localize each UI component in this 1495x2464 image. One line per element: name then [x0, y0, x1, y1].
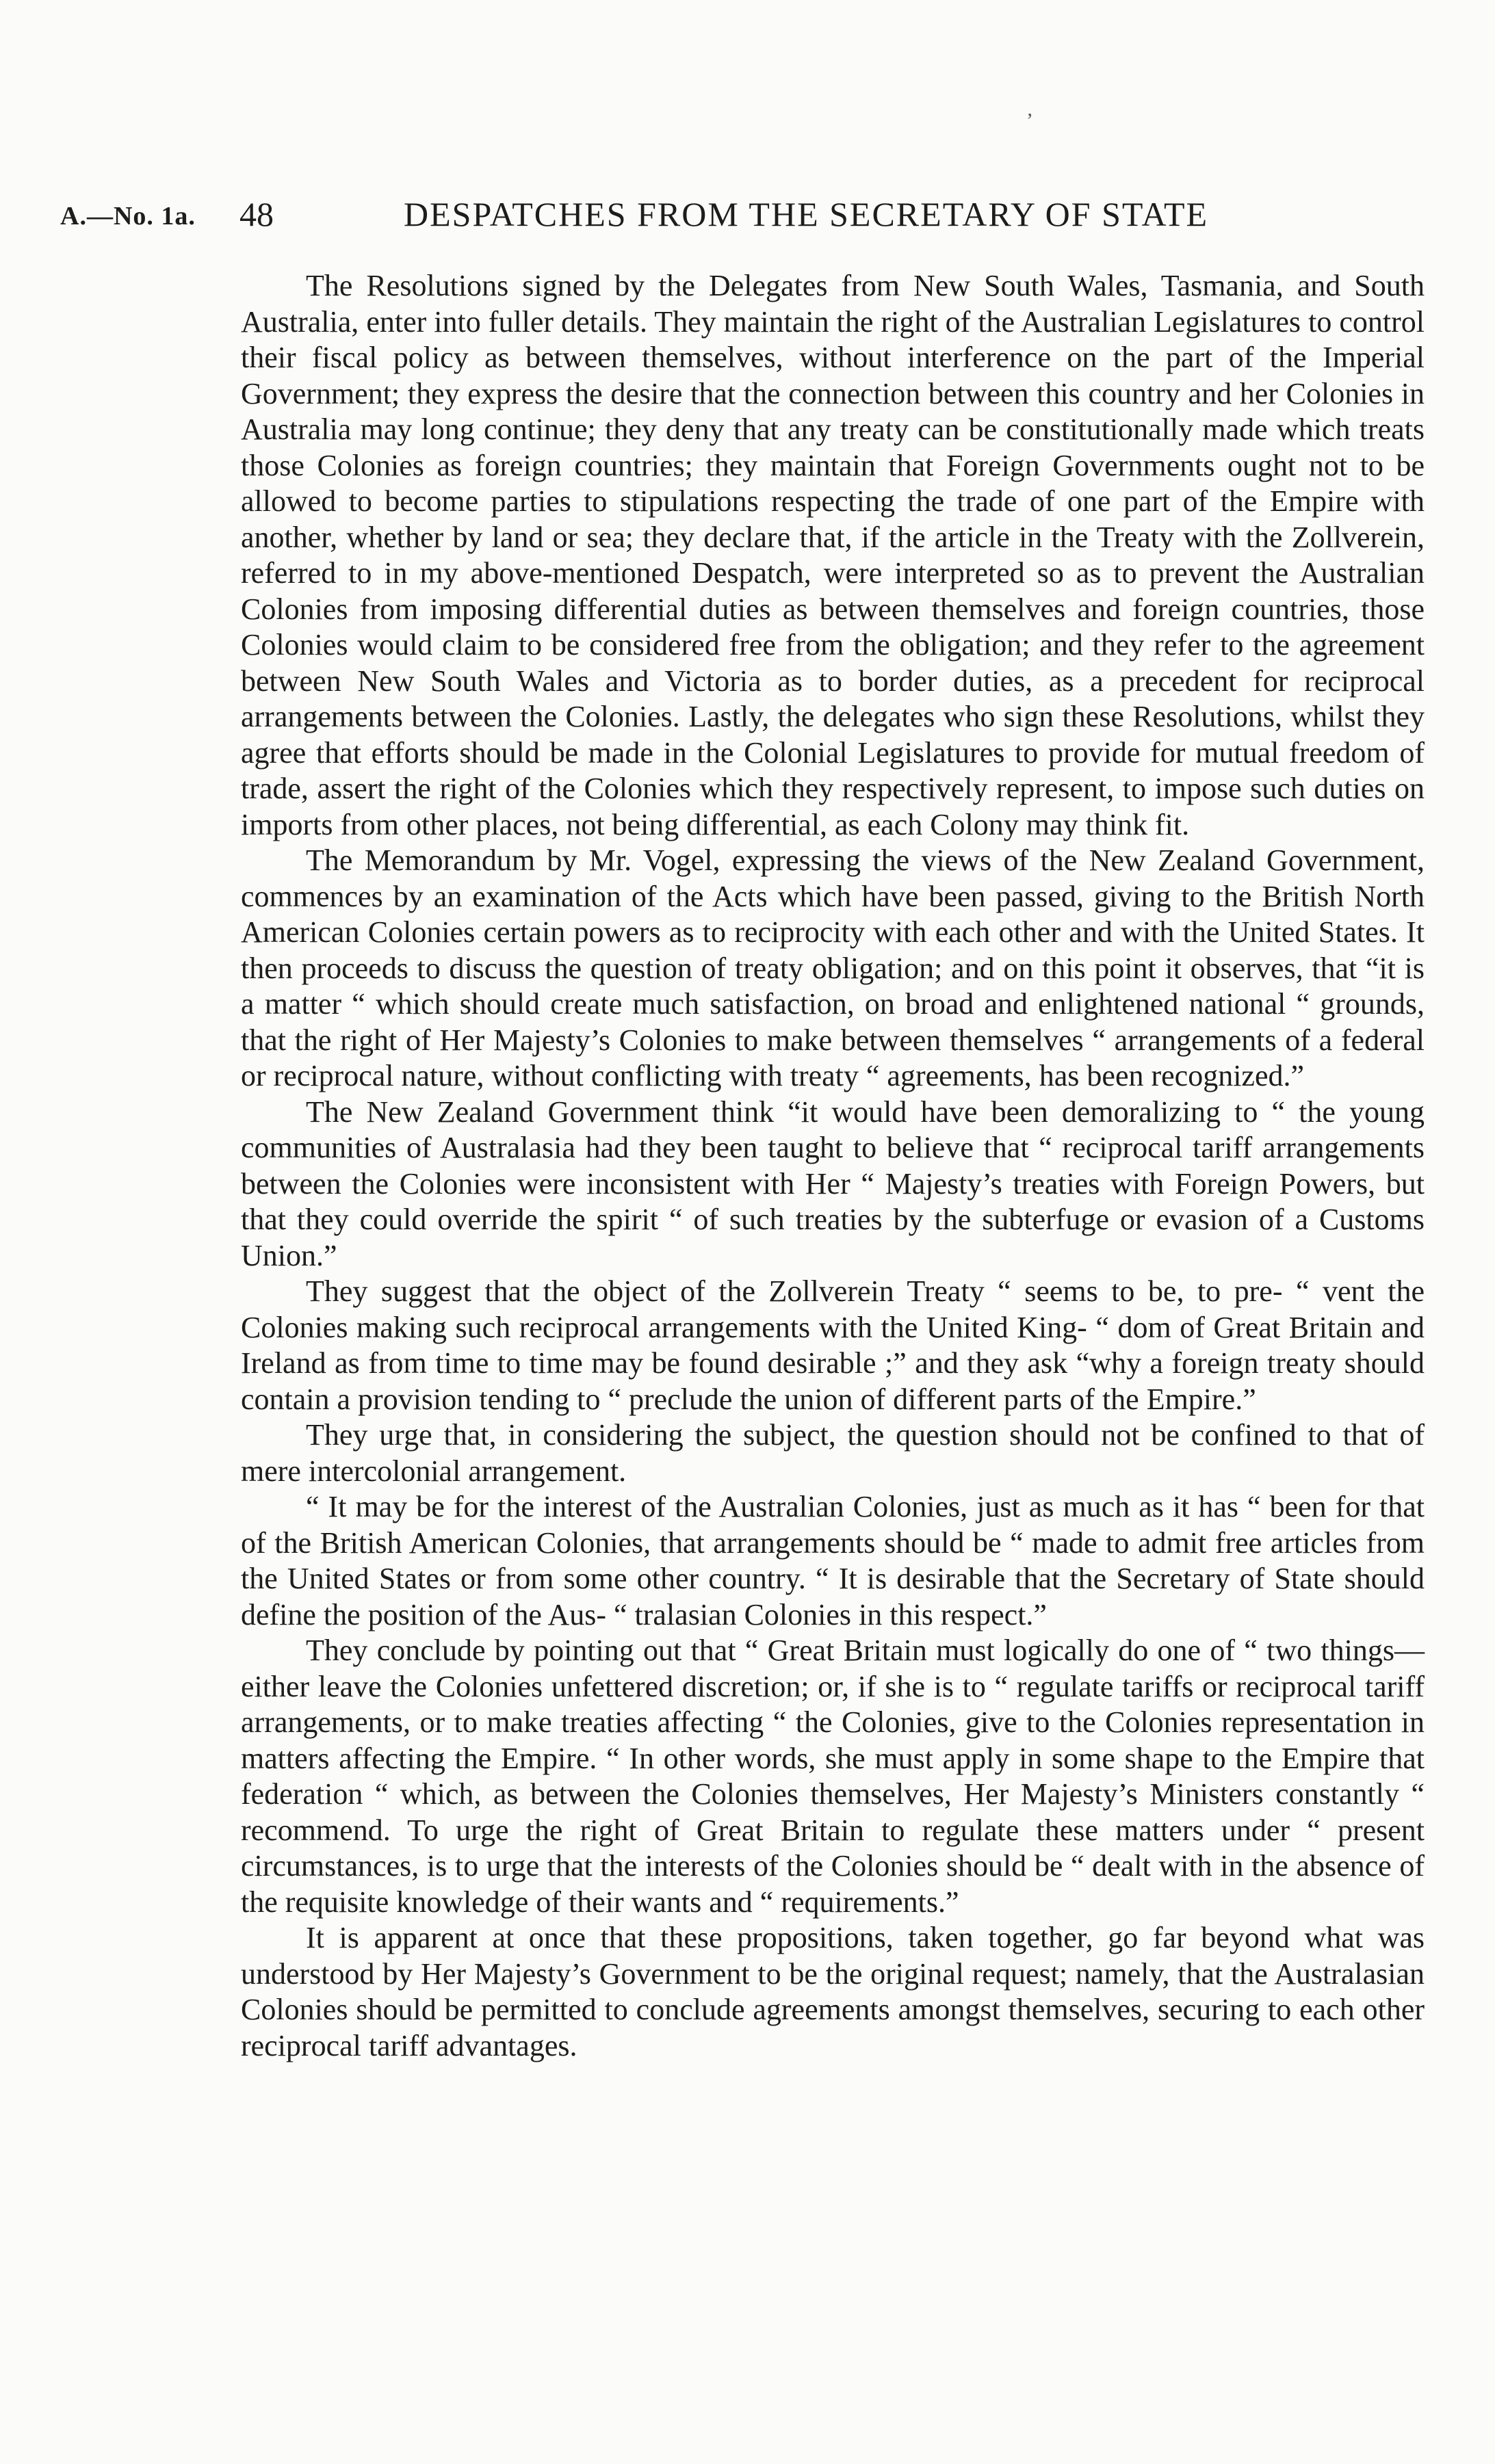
body-text	[241, 268, 1425, 2064]
running-title: DESPATCHES FROM THE SECRETARY OF STATE	[404, 195, 1209, 233]
paragraph-nz-government-think: The New Zealand Government think “it would have been demoralizing to “ the young communities of Australasia had they been taught to believe that “ reciprocal tariff arrangements between the Colonies were inconsistent with Her “ Majesty’s treaties with Foreign Powers, but that they could override the spirit “ of such treaties by the subterfuge or evasion of a Customs Union.”	[241, 1095, 1425, 1272]
paragraph-quoted-interest: “ It may be for the interest of the Australian Colonies, just as much as it has “ been for that of the British American Colonies, that arrangements should be “ made to admit free articles from the United States or from some other country. “ It is desirable that the Secretary of State should define the position of the Aus- “ tralasian Colonies in this respect.”	[241, 1490, 1425, 1631]
paragraph-conclude: They conclude by pointing out that “ Great Britain must logically do one of “ two things—either leave the Colonies unfettered discretion; or, if she is to “ regulate tariffs or reciprocal tariff arrangements, or to make treaties affecting “ the Colonies, give to the Colonies representation in matters affecting the Empire. “ In other words, she must apply in some shape to the Empire that federation “ which, as between the Colonies themselves, Her Majesty’s Ministers constantly “ recommend. To urge the right of Great Britain to regulate these matters under “ present circumstances, is to urge that the interests of the Colonies should be “ dealt with in the absence of the requisite knowledge of their wants and “ requirements.”	[241, 1634, 1425, 1919]
stray-print-mark: ʼ	[1026, 109, 1033, 132]
series-reference: A.—No. 1a.	[60, 202, 196, 231]
paragraph-apparent: It is apparent at once that these propositions, taken together, go far beyond what was understood by Her Majesty’s Government to be the original request; namely, that the Australasian Colonies should be permitted to conclude agreements amongst themselves, securing to each other reciprocal tariff advantages.	[241, 1921, 1425, 2062]
paragraph-zollverein-treaty: They suggest that the object of the Zollverein Treaty “ seems to be, to pre- “ vent the Colonies making such reciprocal arrangements with the United King- “ dom of Great Britain and Ireland as from time to time may be found desirable ;” and they ask “why a foreign treaty should contain a provision tending to “ preclude the union of different parts of the Empire.”	[241, 1274, 1425, 1416]
paragraph-urge-subject: They urge that, in considering the subject, the question should not be confined to that of mere intercolonial arrangement.	[241, 1418, 1425, 1488]
paragraph-vogel-memorandum: The Memorandum by Mr. Vogel, expressing the views of the New Zealand Government, commences by an examination of the Acts which have been passed, giving to the British North American Colonies certain powers as to reciprocity with each other and with the United States. It then proceeds to discuss the question of treaty obligation; and on this point it observes, that “it is a matter “ which should create much satisfaction, on broad and enlightened national “ grounds, that the right of Her Majesty’s Colonies to make between themselves “ arrangements of a federal or reciprocal nature, without conflicting with treaty “ agreements, has been recognized.”	[241, 843, 1425, 1092]
paragraph-resolutions: The Resolutions signed by the Delegates from New South Wales, Tasmania, and South Australia, enter into fuller details. They maintain the right of the Australian Legislatures to control their fiscal policy as between themselves, without interference on the part of the Imperial Government; they express the desire that the connection between this country and her Colonies in Australia may long continue; they deny that any treaty can be constitutionally made which treats those Colonies as foreign countries; they maintain that Foreign Governments ought not to be allowed to become parties to stipulations respecting the trade of one part of the Empire with another, whether by land or sea; they declare that, if the article in the Treaty with the Zollverein, referred to in my above-mentioned Despatch, were interpreted so as to prevent the Australian Colonies from imposing differential duties as between themselves and foreign countries, those Colonies would claim to be considered free from the obligation; and they refer to the agreement between New South Wales and Victoria as to border duties, as a precedent for reciprocal arrangements between the Colonies. Lastly, the delegates who sign these Resolutions, whilst they agree that efforts should be made in the Colonial Legislatures to provide for mutual freedom of trade, assert the right of the Colonies which they respectively represent, to impose such duties on imports from other places, not being differential, as each Colony may think fit.	[241, 269, 1425, 841]
page-number: 48	[239, 195, 274, 233]
page-header	[60, 194, 1429, 242]
